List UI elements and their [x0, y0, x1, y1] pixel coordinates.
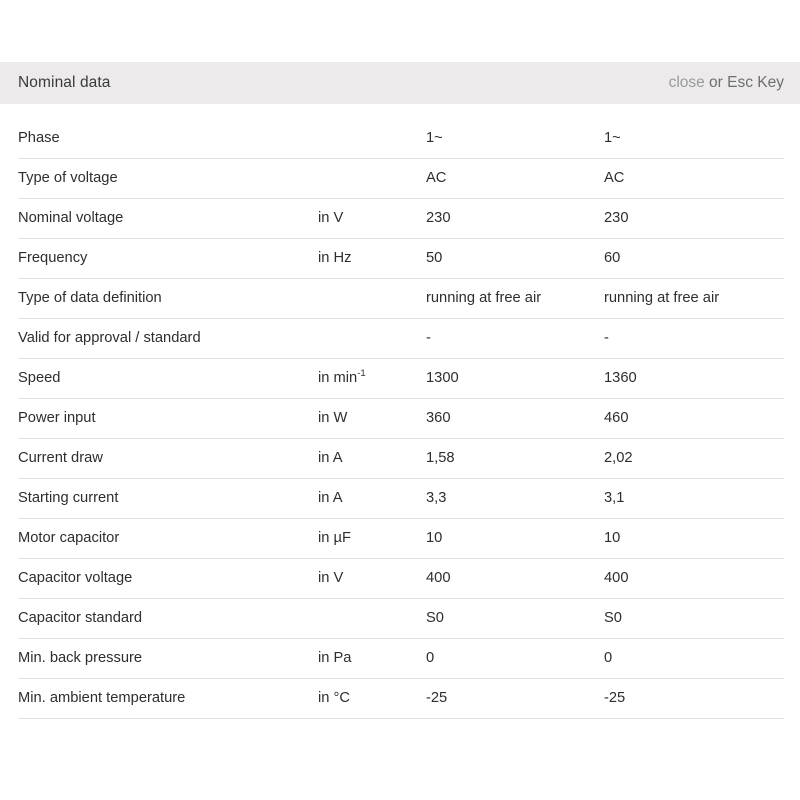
- row-value-column-1: 3,3: [426, 478, 604, 518]
- close-link[interactable]: close: [668, 74, 705, 91]
- row-unit: in Pa: [318, 638, 426, 678]
- row-label: Capacitor standard: [18, 598, 318, 638]
- table-row: [18, 558, 784, 598]
- table-row: [18, 638, 784, 678]
- nominal-data-table: [18, 118, 784, 719]
- row-value-column-1: 0: [426, 638, 604, 678]
- nominal-data-table-wrap: [18, 118, 784, 719]
- row-value-column-1: 360: [426, 398, 604, 438]
- row-unit: in W: [318, 398, 426, 438]
- row-value-column-2: 1360: [604, 358, 784, 398]
- row-value-column-1: 50: [426, 238, 604, 278]
- table-row: [18, 318, 784, 358]
- row-value-column-1: S0: [426, 598, 604, 638]
- row-value-column-1: running at free air: [426, 278, 604, 318]
- row-unit: in V: [318, 558, 426, 598]
- row-value-column-1: -: [426, 318, 604, 358]
- row-label: Speed: [18, 358, 318, 398]
- table-row: [18, 438, 784, 478]
- table-row: [18, 398, 784, 438]
- row-value-column-2: 10: [604, 518, 784, 558]
- row-unit: [318, 118, 426, 158]
- row-value-column-2: 230: [604, 198, 784, 238]
- row-value-column-2: 60: [604, 238, 784, 278]
- row-value-column-1: -25: [426, 678, 604, 718]
- row-value-column-2: 3,1: [604, 478, 784, 518]
- row-value-column-2: 460: [604, 398, 784, 438]
- row-unit-text: in min: [318, 370, 358, 386]
- row-unit: in µF: [318, 518, 426, 558]
- row-label: Type of data definition: [18, 278, 318, 318]
- row-unit: [318, 598, 426, 638]
- row-label: Power input: [18, 398, 318, 438]
- dialog-header: [0, 62, 800, 104]
- row-value-column-1: 400: [426, 558, 604, 598]
- table-row: [18, 158, 784, 198]
- row-unit: [318, 278, 426, 318]
- row-label: Nominal voltage: [18, 198, 318, 238]
- row-label: Current draw: [18, 438, 318, 478]
- row-label: Min. ambient temperature: [18, 678, 318, 718]
- esc-hint: or Esc Key: [704, 74, 784, 91]
- row-value-column-2: -25: [604, 678, 784, 718]
- table-row: [18, 678, 784, 718]
- row-label: Type of voltage: [18, 158, 318, 198]
- row-label: Min. back pressure: [18, 638, 318, 678]
- row-unit: [318, 358, 426, 398]
- row-value-column-2: AC: [604, 158, 784, 198]
- row-label: Phase: [18, 118, 318, 158]
- row-value-column-1: 1300: [426, 358, 604, 398]
- row-label: Capacitor voltage: [18, 558, 318, 598]
- row-unit: in Hz: [318, 238, 426, 278]
- row-label: Frequency: [18, 238, 318, 278]
- row-value-column-2: running at free air: [604, 278, 784, 318]
- page-title: Nominal data: [18, 74, 111, 91]
- row-unit: in A: [318, 478, 426, 518]
- row-unit: in °C: [318, 678, 426, 718]
- row-unit: [318, 158, 426, 198]
- table-row: [18, 238, 784, 278]
- row-unit: in A: [318, 438, 426, 478]
- row-label: Motor capacitor: [18, 518, 318, 558]
- table-row: [18, 518, 784, 558]
- row-value-column-2: S0: [604, 598, 784, 638]
- table-row: [18, 198, 784, 238]
- row-value-column-1: AC: [426, 158, 604, 198]
- row-unit-exponent: -1: [357, 368, 366, 380]
- table-row: [18, 358, 784, 398]
- row-value-column-1: 1,58: [426, 438, 604, 478]
- row-value-column-2: -: [604, 318, 784, 358]
- row-value-column-2: 2,02: [604, 438, 784, 478]
- row-value-column-1: 230: [426, 198, 604, 238]
- row-value-column-1: 10: [426, 518, 604, 558]
- row-label: Valid for approval / standard: [18, 318, 318, 358]
- row-unit: in V: [318, 198, 426, 238]
- table-row: [18, 598, 784, 638]
- row-value-column-2: 1~: [604, 118, 784, 158]
- row-unit: [318, 318, 426, 358]
- table-row: [18, 278, 784, 318]
- row-value-column-1: 1~: [426, 118, 604, 158]
- row-value-column-2: 400: [604, 558, 784, 598]
- row-label: Starting current: [18, 478, 318, 518]
- close-control[interactable]: [669, 74, 784, 92]
- row-value-column-2: 0: [604, 638, 784, 678]
- table-row: [18, 478, 784, 518]
- table-row: [18, 118, 784, 158]
- table-body: [18, 118, 784, 718]
